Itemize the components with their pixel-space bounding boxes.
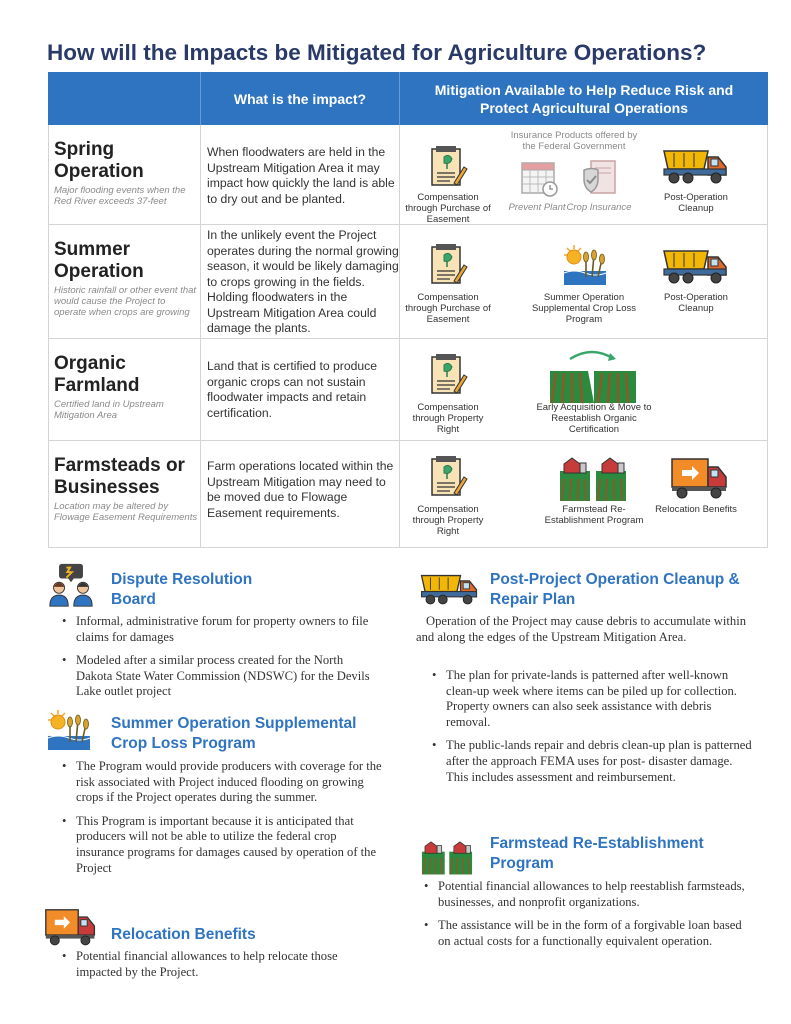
header-impact: What is the impact?	[201, 72, 400, 125]
mitigation-label: Crop Insurance	[566, 202, 632, 213]
summer-bullets	[62, 759, 382, 884]
row-label-cell	[48, 441, 201, 547]
field-arrow-icon	[548, 345, 638, 405]
relocation-bullets	[62, 949, 378, 988]
list-item: • The plan for private-lands is patterned after well-known clean-up week where items can be piled up for collection. Property owners can also seek assistance with debris removal.	[432, 668, 752, 730]
relocation-title: Relocation Benefits	[111, 926, 256, 943]
mitigation-cell	[400, 125, 768, 224]
dump-truck-icon	[418, 570, 480, 606]
list-item: • The public-lands repair and debris clean-up plan is patterned after the approach FEMA uses for post- disaster damage. This includes assessment and reimbursement.	[432, 738, 752, 785]
table-row-spring	[48, 125, 768, 225]
mitigation-table	[48, 72, 768, 548]
mitigation-label: Prevent Plant	[508, 202, 566, 213]
moving-truck-icon	[44, 906, 98, 946]
farmstead-bullets	[424, 879, 754, 957]
document-icon	[428, 455, 468, 499]
insurance-note: Insurance Products offered by the Federal Government	[510, 130, 638, 152]
mitigation-label: Summer Operation Supplemental Crop Loss Program	[531, 292, 637, 325]
row-label-cell	[48, 225, 201, 338]
row-title: Organic Farmland	[54, 353, 140, 396]
farmstead-title: Farmstead Re-Establishment Program	[490, 835, 704, 872]
mitigation-label: Compensation through Purchase of Easement	[405, 192, 491, 225]
farmstead-icon	[420, 838, 474, 876]
dispute-bullets	[62, 614, 380, 708]
document-icon	[428, 145, 468, 189]
shield-document-icon	[579, 158, 619, 198]
mitigation-label: Farmstead Re-Establishment Program	[544, 504, 644, 526]
mitigation-label: Post-Operation Cleanup	[664, 292, 728, 314]
row-title: Farmsteads or Businesses	[54, 455, 185, 498]
mitigation-label: Relocation Benefits	[655, 504, 737, 515]
sun-crop-icon	[44, 708, 94, 752]
farmstead-icon	[558, 453, 628, 503]
row-title: Spring Operation	[54, 139, 144, 182]
row-label-cell	[48, 125, 201, 224]
table-row-summer	[48, 225, 768, 339]
document-icon	[428, 243, 468, 287]
dump-truck-icon	[660, 245, 730, 285]
mitigation-label: Compensation through Property Right	[412, 504, 484, 537]
list-item: • Informal, administrative forum for property owners to file claims for damages	[62, 614, 380, 645]
dispute-resolution-title: Dispute Resolution Board	[111, 571, 253, 608]
page-title: How will the Impacts be Mitigated for Agriculture Operations?	[47, 40, 707, 65]
header-blank-cell	[48, 72, 201, 125]
cleanup-intro: Operation of the Project may cause debris to accumulate within and along the edges of the Upstream Mitigation Area.	[416, 614, 746, 644]
list-item: • Potential financial allowances to help reestablish farmsteads, businesses, and nonprofit organizations.	[424, 879, 754, 910]
row-title: Summer Operation	[54, 239, 144, 282]
row-subtitle: Location may be altered by Flowage Easement Requirements	[54, 501, 198, 523]
impact-text: When floodwaters are held in the Upstream Mitigation Area it may impact how quickly the land is able to dry out and be planted.	[207, 145, 395, 206]
moving-truck-icon	[670, 455, 730, 499]
sun-crop-icon	[560, 243, 610, 287]
list-item: • This Program is important because it is anticipated that producers will not be able to utilize the federal crop insurance programs for damages caused by operation of the Project	[62, 814, 382, 876]
mitigation-cell	[400, 339, 768, 440]
impact-text: Land that is certified to produce organic crops can not sustain floodwater impacts and retain certification.	[207, 359, 378, 420]
table-row-farmsteads	[48, 441, 768, 548]
row-subtitle: Major flooding events when the Red River exceeds 37-feet	[54, 185, 186, 207]
list-item: • The Program would provide producers with coverage for the risk associated with Project induced flooding on growing crops if the Project operates during the summer.	[62, 759, 382, 806]
impact-cell	[201, 225, 400, 338]
mitigation-label: Compensation through Property Right	[412, 402, 484, 435]
impact-text: In the unlikely event the Project operates during the normal growing season, it would be likely damaging to crops growing in the fields. Holding floodwaters in the Upstream Mitigation Area could damage the plants.	[207, 228, 399, 335]
mitigation-label: Early Acquisition & Move to Reestablish Organic Certification	[536, 402, 652, 435]
row-label-cell	[48, 339, 201, 440]
row-subtitle: Historic rainfall or other event that would cause the Project to operate when crops are growing	[54, 285, 197, 318]
summer-program-title: Summer Operation Supplemental Crop Loss Program	[111, 715, 357, 752]
mitigation-cell	[400, 225, 768, 338]
mitigation-label: Post-Operation Cleanup	[664, 192, 728, 214]
list-item: • Modeled after a similar process created for the North Dakota State Water Commission (NDSWC) for the Devils Lake outlet project	[62, 653, 380, 700]
calendar-icon	[519, 158, 559, 198]
impact-text: Farm operations located within the Upstream Mitigation may need to be moved due to Flowage Easement requirements.	[207, 459, 394, 520]
table-row-organic	[48, 339, 768, 441]
mitigation-cell	[400, 441, 768, 547]
people-discussion-icon	[47, 562, 95, 608]
list-item: • The assistance will be in the form of a forgivable loan based on actual costs for a functionally equivalent operation.	[424, 918, 754, 949]
cleanup-bullets	[432, 668, 752, 793]
document-icon	[428, 353, 468, 397]
list-item: • Potential financial allowances to help relocate those impacted by the Project.	[62, 949, 378, 980]
mitigation-label: Compensation through Purchase of Easement	[405, 292, 491, 325]
cleanup-title: Post-Project Operation Cleanup & Repair Plan	[490, 571, 740, 608]
impact-cell	[201, 441, 400, 547]
dump-truck-icon	[660, 145, 730, 185]
table-header	[48, 72, 768, 125]
row-subtitle: Certified land in Upstream Mitigation Area	[54, 399, 164, 421]
impact-cell	[201, 339, 400, 440]
impact-cell	[201, 125, 400, 224]
header-mitigation: Mitigation Available to Help Reduce Risk and Protect Agricultural Operations	[434, 81, 734, 116]
